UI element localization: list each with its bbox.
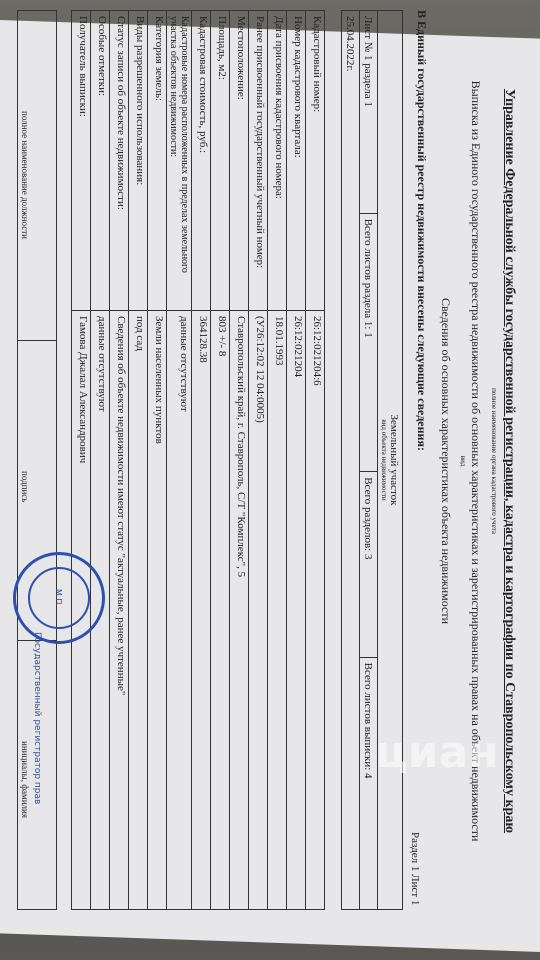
field-label: Статус записи об объекте недвижимости: [110, 11, 129, 311]
field-label: Дата присвоения кадастрового номера: [268, 11, 287, 311]
entered-statement: В Единый государственный реестр недвижимости внесены следующие сведения: [415, 10, 429, 451]
document-title-note: вид [459, 455, 467, 467]
signature-caption: подпись [20, 471, 30, 503]
document-title: Выписка из Единого государственного реестра недвижимости об основных характеристиках и зарегистрированных правах на объект недвижимости [469, 80, 483, 842]
field-label: Номер кадастрового квартала: [287, 11, 306, 311]
field-value: Сведения об объекте недвижимости имеют статус "актуальные, ранее учтенные" [110, 311, 129, 910]
field-label: Площадь, м2: [211, 11, 230, 311]
table-row [110, 11, 129, 910]
fields-table [71, 10, 325, 910]
page-reference: Раздел 1 Лист 1 [409, 832, 421, 906]
sheets-total-cell: Всего листов выписки: 4 [360, 657, 378, 909]
table-row [192, 11, 211, 910]
field-label: Особые отметки: [91, 11, 110, 311]
field-label: Категория земель: [148, 11, 167, 311]
field-label: Виды разрешенного использования: [129, 11, 148, 311]
field-value: (У26:12:02 12 04:0005) [249, 311, 268, 910]
field-value: Ставропольский край, г. Ставрополь, С/Т "Комплекс", 5 [230, 311, 249, 910]
cadastral-number-label: Кадастровый номер: [306, 11, 325, 311]
position-cell [18, 11, 56, 341]
field-label: Получатель выписки: [72, 11, 91, 311]
cadastral-number-value: 26:12:021204:6 [306, 311, 325, 910]
registrar-stamp-label: Государственный регистратор прав [32, 632, 42, 805]
table-row [167, 11, 192, 910]
watermark-logo: циан [375, 727, 499, 778]
field-value: данные отсутствуют [91, 311, 110, 910]
table-row [148, 11, 167, 910]
field-value: 26:12:021204 [287, 311, 306, 910]
table-row [230, 11, 249, 910]
field-label: Ранее присвоенный государственный учетный номер: [249, 11, 268, 311]
table-row [249, 11, 268, 910]
field-label: Кадастровые номера расположенных в пределах земельного участка объектов недвижимости: [167, 11, 192, 311]
initials-caption: инициалы, фамилия [20, 741, 30, 818]
seal-center: М.П. [28, 567, 90, 629]
field-value: 803 +/- 8 [211, 311, 230, 910]
object-type: Земельный участок [388, 414, 400, 506]
table-row [72, 11, 91, 910]
field-value: 364128.38 [192, 311, 211, 910]
field-value: под сад [129, 311, 148, 910]
table-row [287, 11, 306, 910]
object-type-note: вид объекта недвижимости [380, 419, 388, 501]
agency-title: Управление Федеральной службы государственной регистрации, кадастра и картографии по Ставропольскому краю [502, 88, 517, 834]
field-value: Земли населенных пунктов [148, 311, 167, 910]
table-row [129, 11, 148, 910]
sheets-in-section-cell: Всего листов раздела 1: 1 [360, 213, 378, 472]
table-row [91, 11, 110, 910]
official-seal [13, 552, 105, 644]
agency-note: полное наименование органа кадастрового учета [490, 388, 498, 534]
field-value: Гамова Джалал Александрович [72, 311, 91, 910]
sheet-cell: Лист № 1 раздела 1 [360, 11, 378, 214]
table-row [268, 11, 287, 910]
document-content [15, 0, 525, 930]
field-label: Кадастровая стоимость, руб.: [192, 11, 211, 311]
date-cell: 25.04.2022г. [342, 11, 360, 910]
table-row [211, 11, 230, 910]
field-value: 18.01.1993 [268, 311, 287, 910]
field-label: Местоположение: [230, 11, 249, 311]
document-subtitle: Сведения об основных характеристиках объекта недвижимости [439, 297, 453, 625]
sections-total-cell: Всего разделов: 3 [360, 472, 378, 657]
position-caption: полное наименование должности [20, 111, 30, 239]
field-value: данные отсутствуют [167, 311, 192, 910]
